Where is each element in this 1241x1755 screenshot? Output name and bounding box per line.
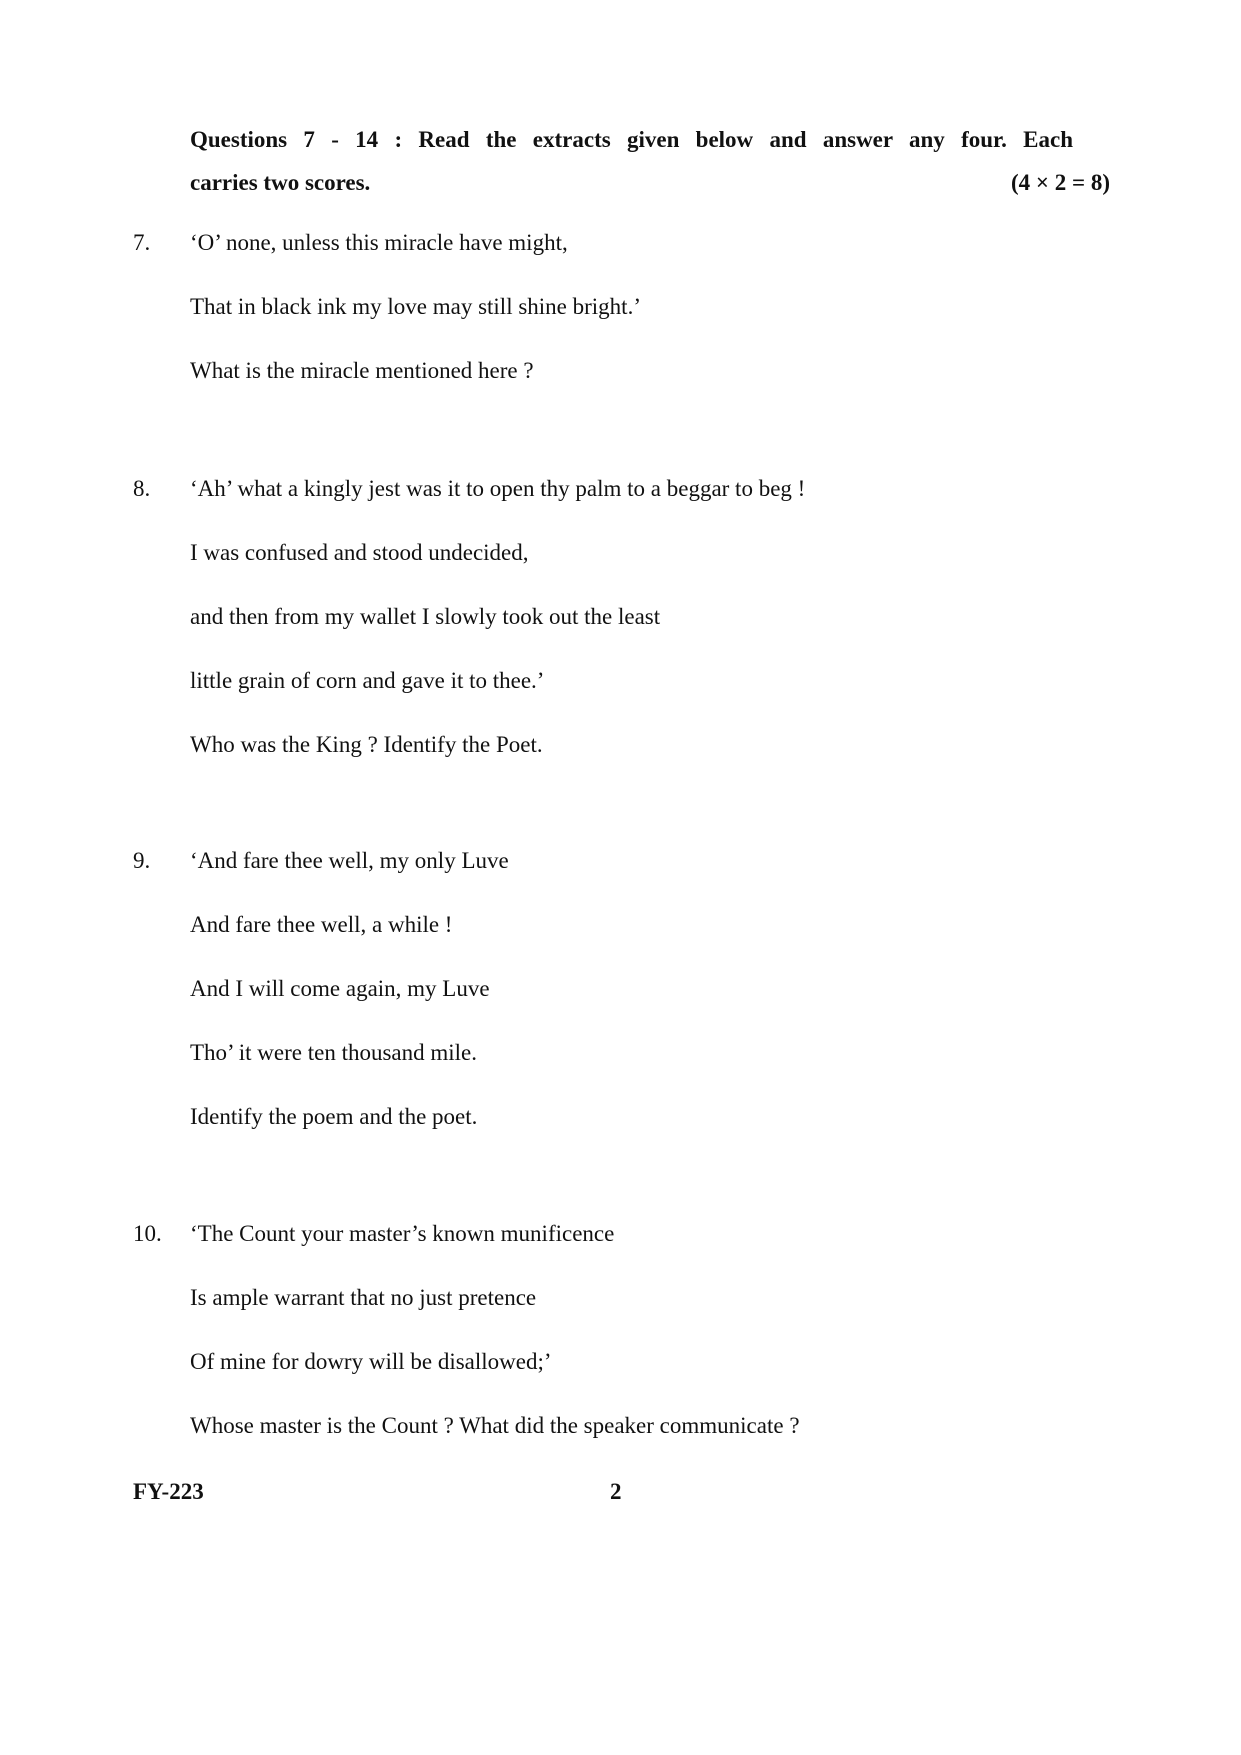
question-prompt: Whose master is the Count ? What did the speaker communicate ? [190, 1413, 800, 1438]
question-number: 7. [133, 230, 151, 255]
question-extract [190, 476, 1140, 796]
question-extract [190, 1221, 1140, 1477]
question-number: 10. [133, 1221, 162, 1246]
page-number: 2 [610, 1479, 622, 1504]
extract-line: That in black ink my love may still shine bright.’ [190, 294, 641, 319]
marks-allocation: (4 × 2 = 8) [1010, 170, 1110, 195]
question-prompt: Who was the King ? Identify the Poet. [190, 732, 543, 757]
extract-line: And I will come again, my Luve [190, 976, 490, 1001]
extract-line: I was confused and stood undecided, [190, 540, 529, 565]
extract-line: Of mine for dowry will be disallowed;’ [190, 1349, 552, 1374]
extract-line: ‘The Count your master’s known munificence [190, 1221, 615, 1246]
question-prompt: Identify the poem and the poet. [190, 1104, 478, 1129]
instructions-line-1: Questions 7 - 14 : Read the extracts given below and answer any four. Each [190, 127, 1073, 152]
extract-line: and then from my wallet I slowly took out the least [190, 604, 661, 629]
instructions-line-2-row [190, 161, 1110, 204]
instructions-line-2: carries two scores. [190, 170, 371, 195]
question-extract [190, 230, 1140, 422]
extract-line: And fare thee well, a while ! [190, 912, 453, 937]
extract-line: ‘And fare thee well, my only Luve [190, 848, 509, 873]
question-number: 9. [133, 848, 151, 873]
extract-line: Is ample warrant that no just pretence [190, 1285, 537, 1310]
extract-line: Tho’ it were ten thousand mile. [190, 1040, 477, 1065]
question-number: 8. [133, 476, 151, 501]
question-prompt: What is the miracle mentioned here ? [190, 358, 534, 383]
extract-line: ‘O’ none, unless this miracle have might, [190, 230, 568, 255]
extract-line: ‘Ah’ what a kingly jest was it to open thy palm to a beggar to beg ! [190, 476, 806, 501]
section-instructions [190, 118, 1110, 204]
extract-line: little grain of corn and gave it to thee.’ [190, 668, 545, 693]
question-extract [190, 848, 1140, 1168]
paper-code: FY-223 [133, 1479, 204, 1504]
